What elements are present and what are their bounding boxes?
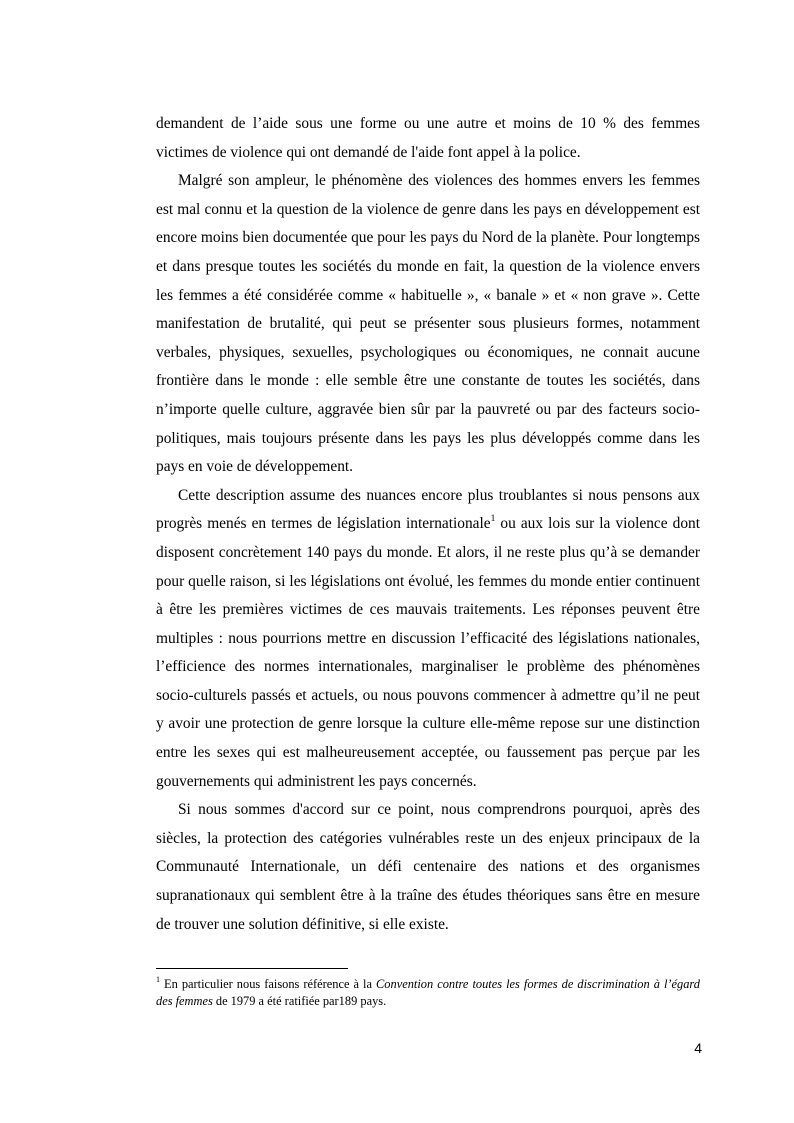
footnote-separator <box>156 968 348 969</box>
paragraph-3-text-before-note: Cette description assume des nuances encore plus troublantes si nous pensons aux progrès menés en termes de législation internationale <box>156 486 700 533</box>
footnote <box>156 976 700 1010</box>
footnote-reference[interactable]: 1 <box>490 514 496 525</box>
paragraph-2: Malgré son ampleur, le phénomène des violences des hommes envers les femmes est mal connu et la question de la violence de genre dans les pays en développement est encore moins bien documentée que pour les pays du Nord de la planète. Pour longtemps et dans presque toutes les sociétés du monde en fait, la question de la violence envers les femmes a été considérée comme « habituelle », « banale » et « non grave ». Cette manifestation de brutalité, qui peut se présenter sous plusieurs formes, notamment verbales, physiques, sexuelles, psychologiques ou économiques, ne connait aucune frontière dans le monde : elle semble être une constante de toutes les sociétés, dans n’importe quelle culture, aggravée bien sûr par la pauvreté ou par des facteurs socio-politiques, mais toujours présente dans les pays les plus développés comme dans les pays en voie de développement. <box>156 172 700 476</box>
paragraph-1: demandent de l’aide sous une forme ou une autre et moins de 10 % des femmes victimes de violence qui ont demandé de l'aide font appel à la police. <box>156 115 700 161</box>
footnote-text-after: de 1979 a été ratifiée par189 pays. <box>212 994 387 1008</box>
body-text <box>156 110 700 939</box>
paragraph-3 <box>156 482 700 797</box>
footnote-number: 1 <box>156 974 160 984</box>
paragraph-3-text-after-note: ou aux lois sur la violence dont disposent concrètement 140 pays du monde. Et alors, il ne reste plus qu’à se demander pour quelle raison, si les législations ont évolué, les femmes du monde entier continuent à être les premières victimes de ces mauvais traitements. Les réponses peuvent être multiples : nous pourrions mettre en discussion l’efficacité des législations nationales, l’efficience des normes internationales, marginaliser le problème des phénomènes socio-culturels passés et actuels, ou nous pouvons commencer à admettre qu’il ne peut y avoir une protection de genre lorsque la culture elle-même repose sur une distinction entre les sexes qui est malheureusement acceptée, ou faussement pas perçue par les gouvernements qui administrent les pays concernés. <box>156 515 700 790</box>
paragraph-4: Si nous sommes d'accord sur ce point, nous comprendrons pourquoi, après des siècles, la protection des catégories vulnérables reste un des enjeux principaux de la Communauté Internationale, un défi centenaire des nations et des organismes supranationaux qui semblent être à la traîne des études théoriques sans être en mesure de trouver une solution définitive, si elle existe. <box>156 801 700 933</box>
footnote-convention-title: Convention contre toutes les formes de discrimination à l’égard des femmes <box>156 977 700 1008</box>
page-number: 4 <box>694 1040 702 1056</box>
footnote-text-before: En particulier nous faisons référence à la <box>160 977 377 991</box>
